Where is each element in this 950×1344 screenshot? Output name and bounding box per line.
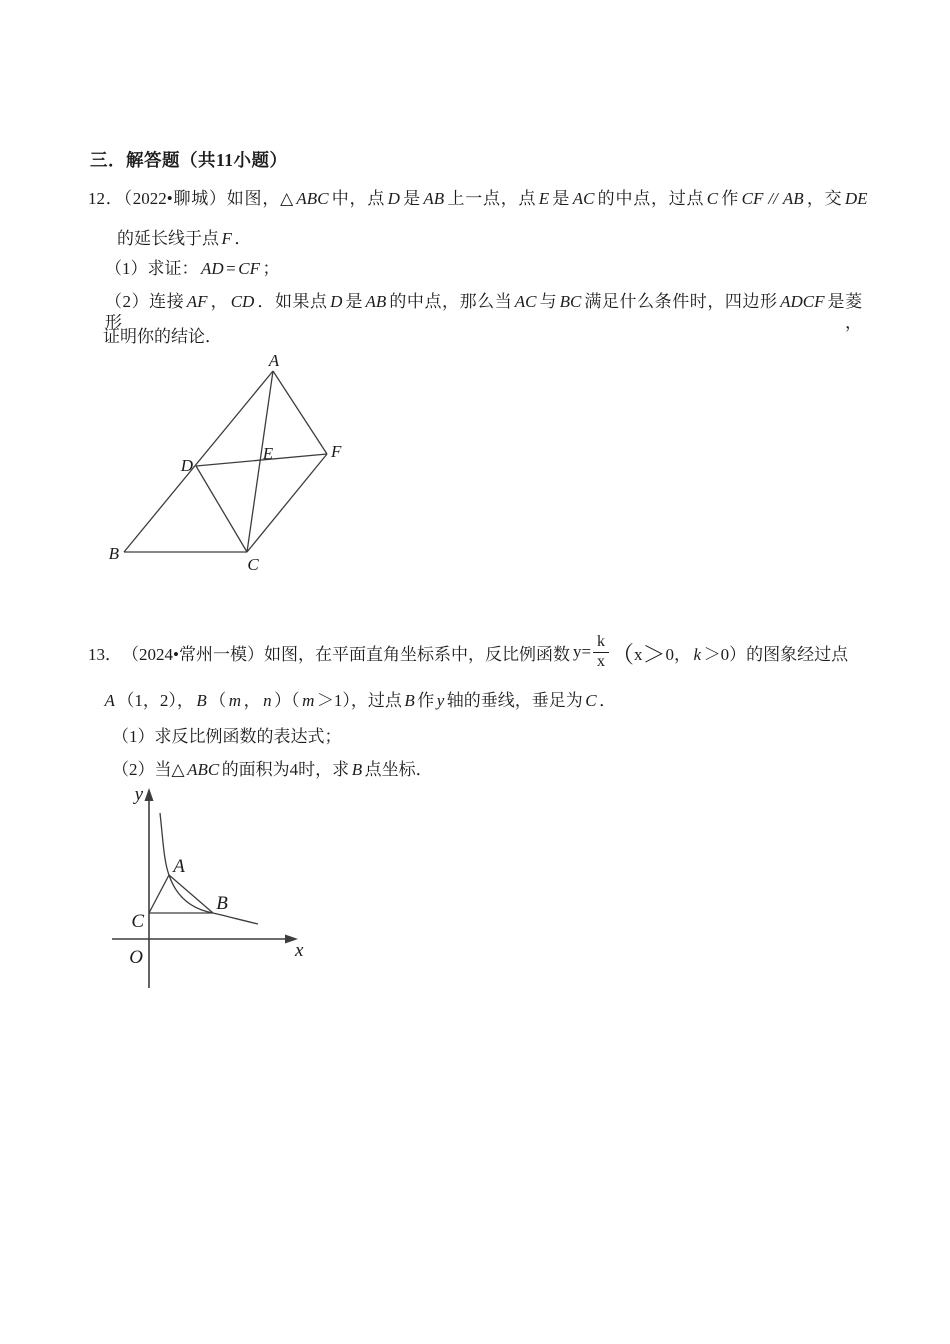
vertex-label-C: C	[247, 555, 259, 574]
figure-coordinate-diagram	[105, 782, 320, 997]
fraction-denominator: x	[597, 652, 606, 670]
axis-label-x: x	[295, 940, 304, 961]
vertex-label-D: D	[180, 456, 193, 475]
figure-triangle-diagram	[95, 350, 350, 575]
segment-AF	[273, 371, 327, 454]
vertex-label-E: E	[262, 444, 274, 463]
problem-13-line-2: A （1，2）， B （ m ， n ）（ m ＞1），过点 B 作 y 轴的垂线，垂足为 C ．	[104, 691, 617, 710]
problem-12-item-2-continuation: 证明你的结论．	[103, 327, 222, 346]
problem-12-line-1	[88, 188, 870, 209]
segment-DF	[196, 454, 327, 466]
problem-12-line-2: 的延长线于点 F ．	[117, 229, 252, 248]
problem-13-intro: （2024•常州一模）如图，在平面直角坐标系中，反比例函数	[122, 644, 570, 664]
vertex-label-A: A	[268, 351, 280, 370]
vertex-label-B: B	[108, 544, 119, 563]
point-label-A: A	[173, 856, 185, 877]
problem-12-item-2: （2）连接 AF ， CD ．如果点 D 是 AB 的中点，那么当 AC 与 BC 满足什么条件时，四边形 ADCF 是菱形，	[105, 292, 863, 332]
axis-label-y: y	[134, 784, 143, 805]
problem-13-number: 13．	[88, 644, 122, 664]
segment-AB	[169, 875, 213, 913]
problem-13-item-1: （1）求反比例函数的表达式；	[112, 727, 342, 746]
origin-label-O: O	[129, 947, 143, 968]
problem-13-item-2: （2）当△ ABC 的面积为4时，求 B 点坐标．	[112, 760, 433, 779]
problem-13-line-1	[88, 630, 848, 674]
y-axis-arrow-icon	[145, 788, 154, 801]
segment-CA	[149, 875, 169, 913]
formula-lhs: y=	[572, 642, 592, 661]
point-label-C: C	[131, 911, 144, 932]
problem-12-number: 12．	[88, 189, 124, 208]
fraction-numerator: k	[593, 634, 609, 653]
vertex-label-F: F	[331, 442, 342, 461]
segment-DC	[196, 466, 247, 552]
problem-12-item-1: （1）求证： AD = CF ；	[105, 259, 280, 278]
point-label-B: B	[216, 893, 228, 914]
problem-13-domain-condition: （x＞0， k ＞0）的图象经过点	[611, 641, 849, 667]
section-header: 三．解答题（共11小题）	[90, 150, 288, 170]
problem-12-text-1: （2022•聊城）如图，△ ABC 中，点 D 是 AB 上一点，点 E 是 AC 的中点，过点 C 作 CF // AB ，交 DE	[123, 189, 868, 208]
fraction-k-over-x	[593, 634, 609, 671]
